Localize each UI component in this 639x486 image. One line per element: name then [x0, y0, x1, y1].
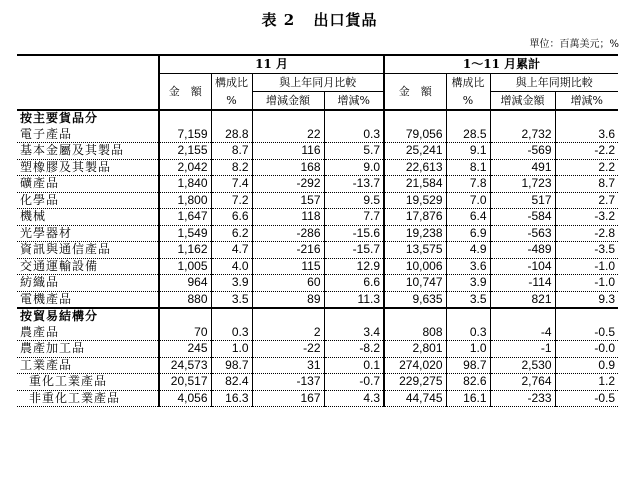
header-rate-1: 增減%	[324, 92, 384, 111]
value-cell: 4.0	[211, 258, 252, 275]
value-cell: 0.3	[211, 325, 252, 341]
value-cell: 70	[159, 325, 211, 341]
table-row	[17, 159, 618, 176]
value-cell: 245	[159, 341, 211, 358]
value-cell: 19,529	[384, 192, 446, 209]
header-blank	[17, 55, 159, 110]
section-header-cell	[252, 308, 324, 325]
value-cell: -1	[490, 341, 555, 358]
value-cell: 16.3	[211, 390, 252, 407]
section-header-cell	[211, 110, 252, 127]
value-cell: 0.3	[324, 127, 384, 143]
value-cell: -13.7	[324, 176, 384, 193]
value-cell: 9.0	[324, 159, 384, 176]
value-cell: 31	[252, 357, 324, 374]
table-row	[17, 225, 618, 242]
section-header-cell	[555, 308, 618, 325]
value-cell: 8.7	[211, 143, 252, 160]
value-cell: 2,155	[159, 143, 211, 160]
value-cell: -114	[490, 275, 555, 292]
value-cell: 17,876	[384, 209, 446, 226]
section-header-row	[17, 308, 618, 325]
table-row	[17, 176, 618, 193]
value-cell: -15.7	[324, 242, 384, 259]
value-cell: 3.5	[446, 291, 490, 308]
value-cell: 8.7	[555, 176, 618, 193]
value-cell: -22	[252, 341, 324, 358]
value-cell: 21,584	[384, 176, 446, 193]
value-cell: 2,764	[490, 374, 555, 391]
header-yoy-month: 與上年同月比較	[252, 74, 384, 92]
value-cell: -292	[252, 176, 324, 193]
value-cell: -233	[490, 390, 555, 407]
value-cell: 98.7	[446, 357, 490, 374]
value-cell: -0.0	[555, 341, 618, 358]
value-cell: 1,162	[159, 242, 211, 259]
value-cell: 115	[252, 258, 324, 275]
section-header-cell	[159, 308, 211, 325]
value-cell: 20,517	[159, 374, 211, 391]
value-cell: 821	[490, 291, 555, 308]
row-label: 工業產品	[17, 357, 159, 374]
value-cell: 3.6	[555, 127, 618, 143]
value-cell: 5.7	[324, 143, 384, 160]
section-header-cell	[490, 110, 555, 127]
section-header-cell	[159, 110, 211, 127]
value-cell: -0.5	[555, 390, 618, 407]
value-cell: 274,020	[384, 357, 446, 374]
value-cell: 880	[159, 291, 211, 308]
row-label: 光學器材	[17, 225, 159, 242]
value-cell: 0.9	[555, 357, 618, 374]
value-cell: 2,801	[384, 341, 446, 358]
value-cell: -15.6	[324, 225, 384, 242]
value-cell: 2	[252, 325, 324, 341]
value-cell: 19,238	[384, 225, 446, 242]
value-cell: 517	[490, 192, 555, 209]
section-label: 按貿易結構分	[17, 308, 159, 325]
value-cell: 157	[252, 192, 324, 209]
value-cell: 9.3	[555, 291, 618, 308]
value-cell: 25,241	[384, 143, 446, 160]
value-cell: 1,549	[159, 225, 211, 242]
row-label: 機械	[17, 209, 159, 226]
row-label: 礦產品	[17, 176, 159, 193]
value-cell: 8.2	[211, 159, 252, 176]
value-cell: -489	[490, 242, 555, 259]
value-cell: 1.0	[211, 341, 252, 358]
section-header-cell	[490, 308, 555, 325]
value-cell: -0.7	[324, 374, 384, 391]
header-period-month: 11 月	[159, 55, 384, 74]
value-cell: 7,159	[159, 127, 211, 143]
value-cell: 1,800	[159, 192, 211, 209]
table-row	[17, 143, 618, 160]
table-row	[17, 325, 618, 341]
value-cell: 22	[252, 127, 324, 143]
row-label: 重化工業產品	[17, 374, 159, 391]
export-table	[17, 54, 618, 407]
value-cell: 7.2	[211, 192, 252, 209]
value-cell: 0.1	[324, 357, 384, 374]
value-cell: 6.6	[324, 275, 384, 292]
header-diff-1: 增減金額	[252, 92, 324, 111]
value-cell: 3.9	[211, 275, 252, 292]
value-cell: -286	[252, 225, 324, 242]
value-cell: 2.7	[555, 192, 618, 209]
value-cell: 4.7	[211, 242, 252, 259]
section-label: 按主要貨品分	[17, 110, 159, 127]
header-yoy-period: 與上年同期比較	[490, 74, 618, 92]
value-cell: 1,647	[159, 209, 211, 226]
value-cell: 9.1	[446, 143, 490, 160]
row-label: 紡織品	[17, 275, 159, 292]
value-cell: -584	[490, 209, 555, 226]
header-rate-2: 增減%	[555, 92, 618, 111]
table-body	[17, 110, 618, 407]
value-cell: -1.0	[555, 258, 618, 275]
value-cell: 6.9	[446, 225, 490, 242]
section-header-cell	[324, 110, 384, 127]
value-cell: 9,635	[384, 291, 446, 308]
value-cell: 6.4	[446, 209, 490, 226]
table-row	[17, 374, 618, 391]
header-share-1: 構成比	[211, 74, 252, 92]
value-cell: 82.6	[446, 374, 490, 391]
value-cell: 8.1	[446, 159, 490, 176]
table-title-text: 出口貨品	[313, 11, 378, 29]
value-cell: 2,530	[490, 357, 555, 374]
row-label: 基本金屬及其製品	[17, 143, 159, 160]
value-cell: 16.1	[446, 390, 490, 407]
table-row	[17, 291, 618, 308]
value-cell: -4	[490, 325, 555, 341]
value-cell: 1,005	[159, 258, 211, 275]
value-cell: 3.9	[446, 275, 490, 292]
header-share-2: 構成比	[446, 74, 490, 92]
header-amount-1: 金 額	[159, 74, 211, 111]
value-cell: -569	[490, 143, 555, 160]
value-cell: 3.6	[446, 258, 490, 275]
value-cell: 10,006	[384, 258, 446, 275]
value-cell: 9.5	[324, 192, 384, 209]
value-cell: 3.4	[324, 325, 384, 341]
section-header-cell	[446, 110, 490, 127]
value-cell: -2.8	[555, 225, 618, 242]
value-cell: 4.3	[324, 390, 384, 407]
value-cell: 98.7	[211, 357, 252, 374]
value-cell: 1,840	[159, 176, 211, 193]
table-row	[17, 209, 618, 226]
value-cell: 2,732	[490, 127, 555, 143]
section-header-cell	[384, 308, 446, 325]
value-cell: 168	[252, 159, 324, 176]
value-cell: -1.0	[555, 275, 618, 292]
value-cell: 1,723	[490, 176, 555, 193]
value-cell: 28.8	[211, 127, 252, 143]
value-cell: 167	[252, 390, 324, 407]
value-cell: 10,747	[384, 275, 446, 292]
section-header-cell	[211, 308, 252, 325]
value-cell: -137	[252, 374, 324, 391]
row-label: 化學品	[17, 192, 159, 209]
value-cell: 7.7	[324, 209, 384, 226]
unit-note: 單位：百萬美元；%	[529, 39, 619, 50]
section-header-row	[17, 110, 618, 127]
value-cell: 6.2	[211, 225, 252, 242]
value-cell: -216	[252, 242, 324, 259]
value-cell: 60	[252, 275, 324, 292]
header-diff-2: 增減金額	[490, 92, 555, 111]
value-cell: 1.2	[555, 374, 618, 391]
table-row	[17, 357, 618, 374]
table-number: 表 2	[261, 11, 296, 29]
header-period-cumulative: 1～11 月累計	[384, 55, 618, 74]
value-cell: 491	[490, 159, 555, 176]
value-cell: -104	[490, 258, 555, 275]
row-label: 電子產品	[17, 127, 159, 143]
value-cell: 22,613	[384, 159, 446, 176]
value-cell: 1.0	[446, 341, 490, 358]
row-label: 農產加工品	[17, 341, 159, 358]
value-cell: 2,042	[159, 159, 211, 176]
value-cell: -3.2	[555, 209, 618, 226]
row-label: 塑橡膠及其製品	[17, 159, 159, 176]
value-cell: -8.2	[324, 341, 384, 358]
header-share-unit-1: %	[211, 92, 252, 111]
value-cell: 808	[384, 325, 446, 341]
row-label: 農產品	[17, 325, 159, 341]
value-cell: -0.5	[555, 325, 618, 341]
section-header-cell	[324, 308, 384, 325]
value-cell: 229,275	[384, 374, 446, 391]
value-cell: 2.2	[555, 159, 618, 176]
section-header-cell	[252, 110, 324, 127]
row-label: 非重化工業產品	[17, 390, 159, 407]
table-row	[17, 390, 618, 407]
header-amount-2: 金 額	[384, 74, 446, 111]
value-cell: -3.5	[555, 242, 618, 259]
table-row	[17, 341, 618, 358]
value-cell: 7.4	[211, 176, 252, 193]
row-label: 交通運輸設備	[17, 258, 159, 275]
value-cell: 964	[159, 275, 211, 292]
value-cell: 7.8	[446, 176, 490, 193]
value-cell: 3.5	[211, 291, 252, 308]
table-row	[17, 127, 618, 143]
row-label: 資訊與通信產品	[17, 242, 159, 259]
value-cell: 11.3	[324, 291, 384, 308]
table-title	[0, 9, 639, 30]
table-row	[17, 242, 618, 259]
value-cell: 89	[252, 291, 324, 308]
value-cell: 4,056	[159, 390, 211, 407]
header-share-unit-2: %	[446, 92, 490, 111]
value-cell: 44,745	[384, 390, 446, 407]
value-cell: 82.4	[211, 374, 252, 391]
value-cell: 0.3	[446, 325, 490, 341]
value-cell: 6.6	[211, 209, 252, 226]
value-cell: 13,575	[384, 242, 446, 259]
section-header-cell	[555, 110, 618, 127]
value-cell: 79,056	[384, 127, 446, 143]
section-header-cell	[446, 308, 490, 325]
value-cell: 24,573	[159, 357, 211, 374]
section-header-cell	[384, 110, 446, 127]
table-row	[17, 192, 618, 209]
value-cell: 116	[252, 143, 324, 160]
value-cell: 28.5	[446, 127, 490, 143]
value-cell: -2.2	[555, 143, 618, 160]
value-cell: 118	[252, 209, 324, 226]
value-cell: 7.0	[446, 192, 490, 209]
table-row	[17, 258, 618, 275]
table-row	[17, 275, 618, 292]
value-cell: 4.9	[446, 242, 490, 259]
row-label: 電機產品	[17, 291, 159, 308]
value-cell: -563	[490, 225, 555, 242]
value-cell: 12.9	[324, 258, 384, 275]
